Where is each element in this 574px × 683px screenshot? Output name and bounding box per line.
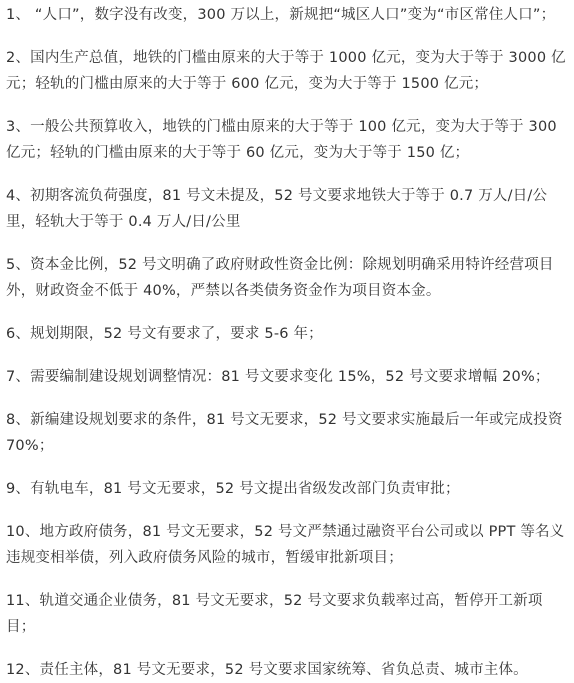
list-item-5: 5、资本金比例，52 号文明确了政府财政性资金比例：除规划明确采用特许经营项目外，财政资金不低于 40%，严禁以各类债务资金作为项目资本金。 xyxy=(6,257,554,299)
list-item-4: 4、初期客流负荷强度，81 号文未提及，52 号文要求地铁大于等于 0.7 万人/日/公里，轻轨大于等于 0.4 万人/日/公里 xyxy=(6,188,548,230)
list-item-6: 6、规划期限，52 号文有要求了，要求 5-6 年； xyxy=(6,326,323,342)
list-item-2: 2、国内生产总值，地铁的门槛由原来的大于等于 1000 亿元，变为大于等于 3000 亿元；轻轨的门槛由原来的大于等于 600 亿元，变为大于等于 1500 亿元； xyxy=(6,50,566,92)
list-item-11: 11、轨道交通企业债务，81 号文无要求，52 号文要求负载率过高，暂停开工新项目； xyxy=(6,593,543,635)
list-item-3: 3、一般公共预算收入，地铁的门槛由原来的大于等于 100 亿元，变为大于等于 300 亿元；轻轨的门槛由原来的大于等于 60 亿元，变为大于等于 150 亿； xyxy=(6,119,557,161)
list-item-1: 1、 “人口”，数字没有改变，300 万以上，新规把“城区人口”变为“市区常住人口”； xyxy=(6,7,556,23)
list-item-7: 7、需要编制建设规划调整情况：81 号文要求变化 15%，52 号文要求增幅 20%； xyxy=(6,369,550,385)
list-item-12: 12、责任主体，81 号文无要求，52 号文要求国家统筹、省负总责、城市主体。 xyxy=(6,662,528,678)
list-item-10: 10、地方政府债务，81 号文无要求，52 号文严禁通过融资平台公司或以 PPT 等名义违规变相举债，列入政府债务风险的城市，暂缓审批新项目； xyxy=(6,524,565,566)
list-item-8: 8、新编建设规划要求的条件，81 号文无要求，52 号文要求实施最后一年或完成投资 70%； xyxy=(6,412,563,454)
list-item-9: 9、有轨电车，81 号文无要求，52 号文提出省级发改部门负责审批； xyxy=(6,481,460,497)
